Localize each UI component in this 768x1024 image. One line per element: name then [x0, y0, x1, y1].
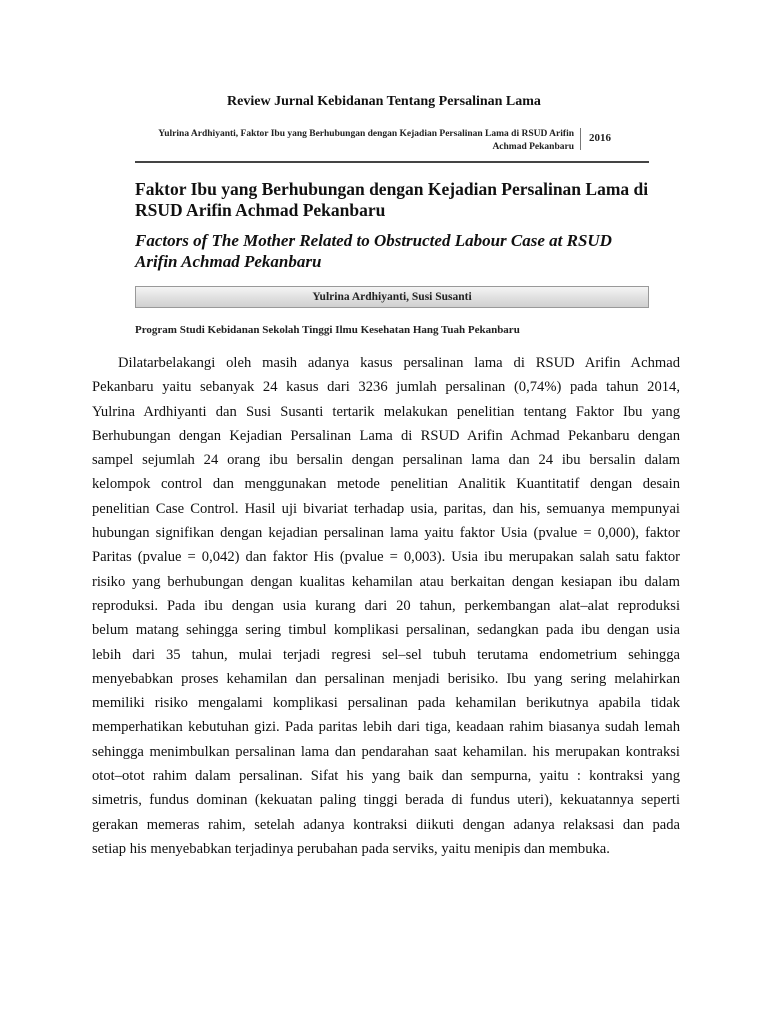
body-line: sampel sejumlah 24 orang ibu bersalin dengan persalinan lama dan 24 ibu bersalin dalam — [92, 452, 680, 469]
body-line: Dilatarbelakangi oleh masih adanya kasus persalinan lama di RSUD Arifin Achmad — [118, 355, 680, 371]
body-line: Yulrina Ardhiyanti dan Susi Susanti tertarik melakukan penelitian tentang Faktor Ibu yang — [92, 403, 680, 420]
body-line: menyebabkan proses kehamilan dan persalinan menjadi berisiko. Ibu yang sering melahirkan — [92, 670, 680, 687]
running-head-text: Yulrina Ardhiyanti, Faktor Ibu yang Berhubungan dengan Kejadian Persalinan Lama di RSUD Arifin Achmad Pekanbaru — [158, 129, 574, 152]
body-line: setiap his menyebabkan terjadinya perubahan pada serviks, yaitu menipis dan membuka. — [92, 840, 610, 857]
journal-header-image — [135, 128, 649, 336]
body-line: belum matang sehingga sering timbul komplikasi persalinan, sedangkan pada ibu dengan usia — [92, 622, 680, 639]
body-line: otot–otot rahim dalam persalinan. Sifat his yang baik dan sempurna, yaitu : kontraksi yang — [92, 768, 680, 785]
body-line: sehingga menimbulkan persalinan lama dan pendarahan saat kehamilan. his merupakan kontraksi — [92, 743, 680, 760]
page-title: Review Jurnal Kebidanan Tentang Persalinan Lama — [227, 94, 541, 109]
body-line: memiliki risiko mengalami komplikasi persalinan pada kehamilan berikutnya apabila tidak — [92, 695, 680, 712]
authors-bar: Yulrina Ardhiyanti, Susi Susanti — [135, 286, 649, 308]
review-body-paragraph — [92, 351, 680, 861]
body-line: risiko yang berhubungan dengan kualitas kehamilan atau berkaitan dengan kesiapan ibu dalam — [92, 573, 680, 590]
article-title-indonesian: Faktor Ibu yang Berhubungan dengan Kejadian Persalinan Lama di RSUD Arifin Achmad Pekanbaru — [135, 179, 649, 220]
body-line: reproduksi. Pada ibu dengan usia kurang dari 20 tahun, perkembangan alat–alat reproduksi — [92, 597, 680, 614]
body-line: hubungan signifikan dengan kejadian persalinan lama yaitu faktor Usia (pvalue = 0,000), faktor — [92, 525, 680, 542]
journal-running-head — [135, 128, 649, 163]
body-line: penelitian Case Control. Hasil uji bivariat terhadap usia, paritas, dan his, semuanya mempunyai — [92, 500, 680, 517]
body-line: memperhatikan kebutuhan gizi. Pada paritas lebih dari tiga, keadaan rahim biasanya sudah lemah — [92, 719, 680, 736]
body-line: lebih dari 35 tahun, mulai terjadi regresi sel–sel tubuh terutama endometrium sehingga — [92, 646, 680, 663]
author-affiliation: Program Studi Kebidanan Sekolah Tinggi Ilmu Kesehatan Hang Tuah Pekanbaru — [135, 324, 520, 336]
journal-year: 2016 — [580, 128, 649, 150]
body-line: Berhubungan dengan Kejadian Persalinan Lama di RSUD Arifin Achmad Pekanbaru dengan — [92, 427, 680, 444]
body-line: gerakan memeras rahim, setelah adanya kontraksi diikuti dengan adanya relaksasi dan pada — [92, 816, 680, 833]
article-title-english: Factors of The Mother Related to Obstructed Labour Case at RSUD Arifin Achmad Pekanbaru — [135, 231, 612, 271]
body-line: kelompok control dan menggunakan metode penelitian Analitik Kuantitatif dengan desain — [92, 476, 680, 493]
body-line: simetris, fundus dominan (kekuatan paling tinggi berada di fundus uteri), kekuatannya seperti — [92, 792, 680, 809]
body-line: Pekanbaru yaitu sebanyak 24 kasus dari 3236 jumlah persalinan (0,74%) pada tahun 2014, — [92, 379, 680, 396]
body-line: Paritas (pvalue = 0,042) dan faktor His (pvalue = 0,003). Usia ibu merupakan salah satu faktor — [92, 549, 680, 566]
